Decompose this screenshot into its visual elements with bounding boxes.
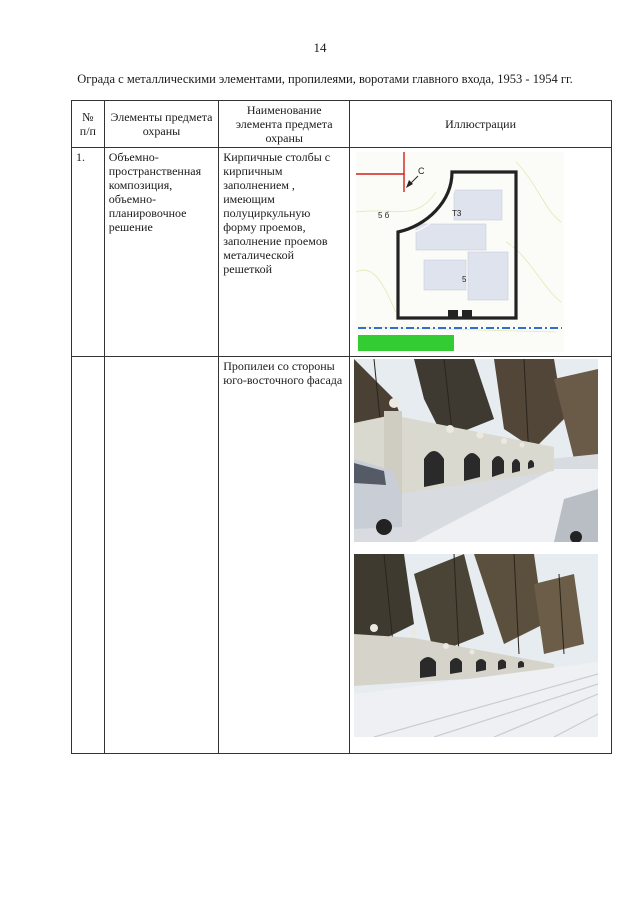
row-element: [104, 357, 219, 754]
site-plan-image: [356, 152, 564, 352]
header-elements: Элементы предмета охраны: [104, 101, 219, 148]
table-row: [72, 357, 612, 754]
table-row: [72, 148, 612, 357]
illustration-cell: [350, 357, 612, 754]
row-description: Кирпичные столбы с кирпичным заполнением , имеющим полуциркульную форму проемов, заполнение проемов металической решеткой: [219, 148, 350, 357]
plan-label-c: С: [418, 166, 425, 176]
header-element-name: Наименование элемента предмета охраны: [219, 101, 350, 148]
page-number: 14: [313, 40, 327, 55]
header-illustrations: Иллюстрации: [350, 101, 612, 148]
protection-table: [71, 100, 612, 754]
document-title: Ограда с металлическими элементами, пропилеями, воротами главного входа, 1953 - 1954 гг.: [77, 72, 573, 86]
row-element: Объемно-пространственная композиция, объемно-планировочное решение: [104, 148, 219, 357]
plan-label-5: 5: [462, 275, 467, 284]
propylaea-photo-1: [354, 359, 598, 542]
row-number: 1.: [72, 148, 105, 357]
header-number: № п/п: [72, 101, 105, 148]
table-header-row: [72, 101, 612, 148]
propylaea-photo-2: [354, 554, 598, 737]
row-number: [72, 357, 105, 754]
plan-label-t3: Т3: [452, 209, 462, 218]
row-description: Пропилеи со стороны юго-восточного фасада: [219, 357, 350, 754]
illustration-cell: [350, 148, 612, 357]
plan-label-56: 5 б: [378, 211, 390, 220]
